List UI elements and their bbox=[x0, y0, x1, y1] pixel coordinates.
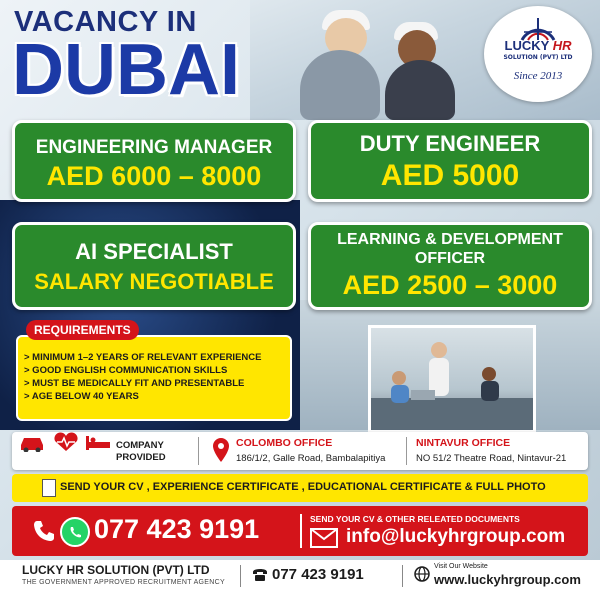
divider bbox=[198, 437, 199, 465]
engineer-graphic bbox=[300, 50, 380, 120]
office-team-illustration bbox=[371, 328, 533, 430]
requirements-panel bbox=[16, 335, 292, 421]
requirements-list bbox=[24, 351, 290, 403]
footer-phone[interactable]: 077 423 9191 bbox=[272, 566, 364, 583]
job-title: ENGINEERING MANAGER bbox=[35, 137, 273, 158]
requirements-title: REQUIREMENTS bbox=[26, 320, 139, 340]
job-title: LEARNING & DEVELOPMENT OFFICER bbox=[337, 231, 563, 267]
list-item: > MUST BE MEDICALLY FIT AND PRESENTABLE bbox=[24, 378, 245, 389]
job-salary: AED 6000 – 8000 bbox=[46, 161, 262, 191]
divider bbox=[240, 565, 241, 587]
document-icon bbox=[42, 479, 56, 497]
headline-vacancy-in: VACANCY IN bbox=[14, 6, 197, 38]
job-card-learning-development-officer bbox=[308, 222, 592, 310]
job-title: DUTY ENGINEER bbox=[359, 131, 541, 156]
logo-subtitle: SOLUTION (PVT) LTD bbox=[503, 54, 573, 61]
divider bbox=[300, 514, 302, 548]
globe-icon bbox=[414, 566, 430, 582]
office-team-photo bbox=[368, 325, 536, 433]
job-salary: SALARY NEGOTIABLE bbox=[34, 269, 274, 294]
car-icon bbox=[18, 432, 46, 452]
company-provided-line2: PROVIDED bbox=[116, 452, 166, 463]
colombo-office-address: 186/1/2, Galle Road, Bambalapitiya bbox=[236, 453, 386, 464]
job-salary: AED 2500 – 3000 bbox=[342, 270, 558, 300]
footer-company-name: LUCKY HR SOLUTION (PVT) LTD bbox=[22, 563, 210, 577]
nintavur-office-title: NINTAVUR OFFICE bbox=[416, 437, 511, 449]
info-bar bbox=[12, 432, 588, 470]
headline-dubai: DUBAI bbox=[12, 30, 240, 110]
send-documents-label: SEND YOUR CV & OTHER RELEATED DOCUMENTS bbox=[310, 514, 520, 524]
whatsapp-icon bbox=[60, 517, 90, 547]
job-card-engineering-manager bbox=[12, 120, 296, 202]
job-salary: AED 5000 bbox=[380, 159, 520, 192]
heart-health-icon bbox=[52, 432, 80, 452]
footer bbox=[0, 560, 600, 589]
location-pin-icon bbox=[212, 438, 230, 462]
footer-tagline: THE GOVERNMENT APPROVED RECRUITMENT AGENCY bbox=[22, 579, 225, 586]
send-cv-text: SEND YOUR CV , EXPERIENCE CERTIFICATE , EDUCATIONAL CERTIFICATE & FULL PHOTO bbox=[60, 481, 546, 493]
telephone-icon bbox=[252, 568, 268, 582]
contact-bar bbox=[12, 506, 588, 556]
list-item: > MINIMUM 1–2 YEARS OF RELEVANT EXPERIENCE bbox=[24, 352, 262, 363]
colombo-office-title: COLOMBO OFFICE bbox=[236, 437, 333, 449]
divider bbox=[406, 437, 407, 465]
list-item: > AGE BELOW 40 YEARS bbox=[24, 391, 139, 402]
divider bbox=[402, 565, 403, 587]
logo-name-accent: HR bbox=[552, 38, 572, 53]
phone-number[interactable]: 077 423 9191 bbox=[94, 514, 260, 544]
job-card-duty-engineer bbox=[308, 120, 592, 202]
list-item: > GOOD ENGLISH COMMUNICATION SKILLS bbox=[24, 365, 228, 376]
nintavur-office-address: NO 51/2 Theatre Road, Nintavur-21 bbox=[416, 453, 567, 464]
send-cv-bar bbox=[12, 474, 588, 502]
visit-website-label: Visit Our Website bbox=[434, 563, 488, 570]
phone-icon bbox=[32, 519, 56, 543]
mail-icon bbox=[310, 528, 338, 548]
job-card-ai-specialist bbox=[12, 222, 296, 310]
company-provided-label bbox=[116, 440, 166, 464]
company-provided-line1: COMPANY bbox=[116, 440, 164, 451]
logo-name bbox=[484, 38, 592, 53]
company-logo bbox=[484, 6, 592, 102]
bed-icon bbox=[84, 432, 112, 452]
website-link[interactable]: www.luckyhrgroup.com bbox=[434, 572, 581, 587]
whatsapp-glyph bbox=[62, 519, 88, 545]
logo-name-main: LUCKY bbox=[504, 38, 550, 53]
logo-since: Since 2013 bbox=[513, 70, 563, 82]
email-address[interactable]: info@luckyhrgroup.com bbox=[346, 526, 566, 547]
job-title: AI SPECIALIST bbox=[75, 239, 233, 264]
